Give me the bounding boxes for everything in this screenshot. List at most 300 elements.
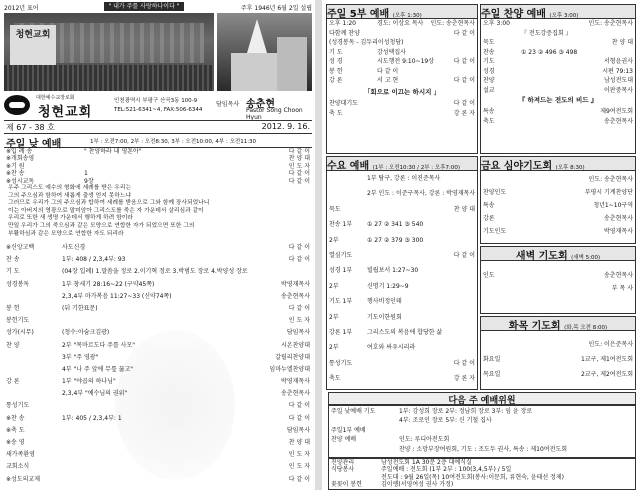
row-content: 주일예배 : 전도회 (1부 2부 : 100(3,4,5부) / 5일 — [381, 466, 512, 474]
row-content: 다 같 이 — [377, 67, 399, 75]
sunday-service-times: 1부 : 오전7:00, 2부 : 오전8:30, 3부 : 오전10:00, 4부 : 오전11:30 — [90, 139, 257, 145]
row-label: 봉 헌 — [6, 304, 20, 312]
row-label: ※개회송영 — [6, 155, 35, 163]
praise-service-rows — [481, 19, 635, 95]
wednesday-service-title: 수요 예배 — [327, 161, 370, 172]
tuethu-prayer-title: 화목 기도회 — [508, 321, 561, 332]
church-phone: TEL:521-6341~4, FAX:506-6344 — [114, 107, 203, 113]
row-label: 2부 — [329, 313, 339, 321]
row-label: 목요일 — [483, 371, 501, 378]
row-leader: 인 도 자 — [288, 451, 310, 459]
order-row — [481, 199, 635, 212]
order-row — [4, 279, 312, 291]
row-content: 『 전도강증집회 』 — [521, 29, 572, 37]
fifth-service-time: (오후 1:30) — [392, 13, 422, 19]
row-leader: 다 같 이 — [453, 29, 475, 37]
order-row — [4, 352, 312, 364]
row-label: ※축 도 — [6, 426, 25, 434]
row-label: 강 론 — [329, 77, 343, 84]
row-label: 묵도 — [329, 205, 341, 213]
praise-service-time: (오후 3:00) — [549, 13, 579, 19]
order-row — [327, 57, 477, 67]
order-row — [4, 291, 312, 303]
fifth-service-header — [327, 5, 477, 19]
order-row — [327, 171, 477, 186]
praise-service-rows-2 — [481, 107, 635, 126]
row-label: 2부 — [329, 344, 339, 352]
left-page — [0, 0, 315, 490]
row-leader: 인도: 이은준목사 — [588, 341, 633, 348]
order-row — [329, 445, 635, 454]
order-row — [327, 29, 477, 39]
order-row — [4, 242, 312, 254]
friday-prayer-rows — [481, 173, 635, 238]
order-row — [4, 364, 312, 376]
row-label: 교회소식 — [6, 463, 30, 471]
order-row — [327, 76, 477, 86]
wednesday-service-header — [327, 157, 477, 171]
order-row — [481, 186, 635, 199]
photo-caption: 청현교회 — [10, 25, 56, 65]
praise-service-banner: 『 하져드는 전도의 비드 』 — [518, 96, 598, 104]
order-row — [4, 254, 312, 266]
order-row — [327, 248, 477, 263]
congregation-shape — [4, 65, 214, 91]
order-row — [327, 186, 477, 201]
row-label: ※성도의교제 — [6, 475, 41, 483]
row-content: 2부 인도 : 이준구목사, 강론 : 박영재목사 — [367, 190, 476, 198]
page-gutter — [315, 0, 322, 490]
row-label: 2부 — [329, 282, 339, 290]
next-week-header: 다음 주 예배위원 — [328, 392, 636, 406]
row-leader: 박영재목사 — [281, 378, 310, 386]
order-row — [327, 202, 477, 217]
praise-service-box — [480, 4, 636, 154]
order-row — [481, 117, 635, 127]
row-content: 서 고 현 — [377, 77, 399, 84]
row-label: ※송 영 — [6, 439, 25, 446]
order-row — [4, 327, 312, 339]
creed-line: 부활하심과 같은 모양으로 연합한 자도 되리라 — [8, 230, 124, 237]
row-content: 1부: 405 / 2,3,4부: 1 — [62, 414, 122, 422]
row-content: 4부: 조로인 장로 5부: 신 기철 집사 — [399, 417, 492, 425]
order-row — [327, 48, 477, 58]
row-leader: 1교구, 제1여전도회 — [580, 356, 633, 363]
row-content: (04장 입례) 1.말씀을 정로 2.이기혁 정로 3.박범도 장로 4.박양성 장로 — [62, 268, 248, 276]
fifth-service-box — [326, 4, 478, 154]
order-row — [327, 279, 477, 294]
row-content: 사도신경 — [62, 244, 86, 251]
issue-number: 제 67 - 38 호 — [6, 123, 55, 132]
order-row — [481, 38, 635, 48]
row-label: 성경 — [483, 67, 495, 75]
row-content: 여호와 싸우시리라 — [367, 344, 416, 352]
order-row — [481, 352, 635, 367]
dawn-prayer-title: 새벽 기도회 — [515, 251, 568, 262]
tuethu-prayer-rows — [481, 337, 635, 382]
pastor-title: 담임목사 — [216, 101, 240, 108]
order-row — [4, 170, 312, 177]
church-emblem-icon — [4, 95, 30, 115]
row-content: 1부: 강성희 장로 2부: 정남희 장로 3부: 임 윤 장로 — [399, 408, 533, 415]
row-label: 찬송 — [483, 48, 495, 56]
wednesday-service-box — [326, 156, 478, 390]
row-content: 3부 "주 영광" — [62, 353, 99, 361]
creed-line: 이는 아버지의 영광으로 말미암아 그리스도를 죽은 자 가운데서 살리심과 같이 — [8, 207, 204, 214]
row-label: 찬 양 — [6, 341, 20, 349]
order-row — [4, 461, 312, 473]
order-row — [481, 48, 635, 58]
row-leader: 다 같 이 — [453, 58, 475, 65]
tuethu-prayer-header — [481, 317, 635, 331]
row-label: 오후 3:00 — [483, 20, 510, 27]
row-leader: 갈릴리찬양대 — [275, 353, 310, 361]
row-content: 경도: 이상요 목사 — [377, 20, 424, 27]
row-leader: 제9여전도회 — [600, 108, 633, 115]
order-row — [329, 416, 635, 425]
row-label: 오후 1:20 — [329, 20, 356, 27]
friday-prayer-title: 금요 심야기도회 — [481, 161, 553, 172]
order-row — [4, 400, 312, 412]
issue-date: 2012. 9. 16. — [261, 122, 310, 131]
row-label: 성경 1부 — [329, 267, 353, 275]
row-label: 인도 — [483, 272, 495, 279]
order-row — [481, 269, 635, 282]
issue-bar — [4, 120, 312, 134]
order-row — [4, 266, 312, 278]
row-leader: 인 도 자 — [288, 317, 310, 325]
row-content: ① 27 ② 379 ③ 300 — [367, 236, 424, 244]
row-label: 식당봉사 — [331, 466, 355, 474]
order-row — [327, 19, 477, 29]
row-content: (청수:아숨크김광) — [62, 329, 110, 337]
row-content: 1부 창세기 28:16~22 (구약45쪽) — [62, 280, 155, 288]
row-label: ※찬 송 — [6, 414, 25, 422]
row-content: 강성택집사 — [377, 48, 406, 56]
fifth-service-rows-2 — [327, 99, 477, 118]
row-label: 찬송 1부 — [329, 221, 353, 229]
row-label: ※입 례 송 — [6, 148, 33, 155]
next-week-box — [328, 404, 636, 458]
row-label: 기 도 — [329, 48, 343, 56]
row-leader: 인도: 송춘현목사 — [430, 20, 475, 27]
order-row — [327, 356, 477, 371]
row-leader: 담임목사 — [286, 329, 310, 337]
order-row — [327, 340, 477, 355]
row-content: 1부 "야곱의 하나님" — [62, 378, 116, 386]
row-leader: 인도: 송춘현목사 — [588, 20, 633, 27]
row-label: ※기 원 — [6, 162, 25, 170]
sunday-service-header — [4, 135, 312, 148]
row-label: 찬양인도 — [483, 189, 507, 196]
order-row — [481, 57, 635, 67]
row-leader: 인도: 송춘현목사 — [588, 176, 633, 183]
row-label: 기 도 — [6, 268, 20, 276]
row-leader: 청년1~10구역 — [593, 202, 633, 209]
row-leader: 시편 79:13 — [602, 67, 633, 75]
row-leader: 이판중목사 — [604, 86, 633, 94]
row-label: 성경봉독 — [6, 280, 30, 288]
row-leader: 다 같 이 — [288, 475, 310, 483]
order-row — [4, 163, 312, 170]
row-label: 2부 — [329, 236, 339, 244]
row-leader: 강 론 자 — [453, 375, 475, 383]
order-row — [327, 325, 477, 340]
row-content: 1 — [84, 170, 88, 178]
order-row — [327, 109, 477, 119]
order-row — [329, 407, 635, 416]
row-label: 축도 — [483, 117, 495, 125]
row-leader: 담임목사 — [286, 426, 310, 434]
row-label: ※찬 송 — [6, 170, 25, 178]
order-row — [481, 212, 635, 225]
order-row — [4, 148, 312, 155]
row-label: 기도인도 — [483, 228, 507, 235]
row-content: 9장 — [84, 177, 94, 185]
friday-prayer-header — [481, 157, 635, 171]
row-content: 김이랭(서영여성 권사 가정) — [381, 481, 454, 489]
row-content: 전도대 : 9월 26일(목) 10여전도회(봉사:이문희, 류현숙, 윤태선 정제) — [381, 473, 564, 481]
row-leader: 다 같 이 — [288, 148, 310, 155]
sunday-service-title: 주일 낮 예배 — [6, 139, 62, 150]
service-duty-rows — [329, 459, 635, 489]
creed-line: 우리로 또한 새 생명 가운데서 행하게 하려 함이라 — [8, 215, 133, 222]
row-label: 봉헌기도 — [6, 317, 30, 325]
creed-line: 만일 우리가 그의 죽으심과 같은 모양으로 연합한 자가 되었으면 또한 그의 — [8, 222, 195, 229]
fifth-service-rows — [327, 19, 477, 86]
church-address: 인천광역시 부평구 산곡3동 100-9 — [114, 98, 198, 104]
wednesday-service-time: (1부 : 오전10:30 / 2부 : 오후7:00) — [372, 165, 461, 171]
row-leader: 다 같 이 — [288, 256, 310, 264]
row-label: 주일1부 예배 — [331, 426, 366, 434]
order-row — [481, 173, 635, 186]
row-label: 화요일 — [483, 356, 501, 363]
row-content: " 찬양하라 내 영혼아" — [84, 148, 142, 155]
row-label: 친양관리 — [331, 459, 355, 466]
fifth-service-title: 주일 5부 예배 — [327, 9, 390, 20]
row-label: 열심기도 — [329, 251, 353, 259]
row-label: 특송 — [483, 108, 495, 115]
row-leader: 남성전도대 — [604, 77, 633, 84]
row-label: 축 도 — [329, 109, 343, 117]
service-duty-box — [328, 458, 636, 490]
order-row — [327, 371, 477, 386]
dawn-prayer-header — [481, 247, 635, 261]
row-leader: 다 같 이 — [288, 414, 310, 422]
row-leader: 부 목 사 — [611, 285, 633, 292]
friday-prayer-time: (오후 8:30) — [555, 165, 585, 171]
row-label: 봉 헌 — [329, 67, 343, 75]
row-label: 다함께 찬양 — [329, 29, 360, 37]
row-label: 성 경 — [329, 58, 343, 65]
row-content: ① 23 ② 496 ③ 498 — [521, 48, 578, 56]
row-label: 찬양대기도 — [329, 100, 358, 107]
row-leader: 송춘현목사 — [604, 117, 633, 125]
order-row — [327, 233, 477, 248]
denomination: 대한예수교장로회 — [36, 95, 75, 101]
row-label: 설교 — [483, 86, 495, 94]
row-content: 남성전도회 1A 30분 2층 대예식실 — [381, 459, 472, 466]
row-label: 찬양 — [483, 77, 495, 84]
order-row — [4, 340, 312, 352]
row-leader: 다 같 이 — [453, 251, 475, 259]
row-content: 기도이한원회 — [367, 313, 402, 321]
row-leader: 다 같 이 — [453, 359, 475, 367]
next-week-rows — [329, 407, 635, 454]
row-content: 신명기 1:29~9 — [367, 282, 409, 290]
row-content: 4부 "나 주 앞에 무릎 꿇고" — [62, 365, 134, 373]
order-row — [4, 388, 312, 400]
row-label: 강론 1부 — [329, 328, 353, 336]
row-leader: 송춘현목사 — [281, 390, 310, 398]
dawn-prayer-time: (새벽 5:00) — [571, 255, 601, 261]
church-name: 청현교회 — [38, 105, 93, 120]
row-label: ※성시교독 — [6, 177, 35, 185]
order-row — [329, 474, 635, 481]
order-row — [481, 86, 635, 96]
responsive-reading — [4, 185, 312, 240]
church-building-photo — [217, 13, 312, 91]
order-row — [329, 466, 635, 473]
row-leader: 임마누엘찬양대 — [269, 365, 310, 373]
row-leader: 인 도 자 — [288, 463, 310, 471]
order-row — [481, 107, 635, 117]
sunday-order-bottom — [4, 242, 312, 486]
row-leader: 다 같 이 — [453, 77, 475, 84]
tower-shape — [277, 37, 307, 91]
row-leader: 다 같 이 — [288, 402, 310, 410]
row-leader: 송춘현목사 — [604, 215, 633, 222]
friday-prayer-box — [480, 156, 636, 244]
row-leader: 다 같 이 — [288, 170, 310, 178]
row-content: 2,3,4부 마가복음 11:27~33 (신약74쪽) — [62, 292, 172, 300]
row-leader: 서형윤권사 — [604, 58, 633, 65]
order-row — [4, 425, 312, 437]
order-row — [481, 225, 635, 238]
row-label: 새가족환영 — [6, 451, 35, 459]
order-row — [481, 76, 635, 86]
row-content: 빌립보서 1:27~30 — [367, 267, 419, 275]
row-label: 주일 낮예배 기도 — [331, 408, 376, 415]
row-content: 시도행전 9:10~19상 — [377, 58, 435, 65]
row-label: 통성기도 — [329, 359, 353, 367]
order-row — [481, 367, 635, 382]
order-row — [327, 294, 477, 309]
row-leader: 찬 양 대 — [453, 205, 475, 213]
row-label: 강 론 — [6, 378, 20, 386]
praise-service-header — [481, 5, 635, 19]
creed-line: 우주 그리스도 예수의 형화에 세례를 받은 우리는 — [8, 185, 132, 191]
order-row — [4, 449, 312, 461]
row-label: 기도 — [483, 58, 495, 65]
order-row — [4, 413, 312, 425]
order-row — [329, 426, 635, 435]
row-content: (뒤 기한표문) — [62, 304, 98, 312]
row-label: 찬양 예배 — [331, 436, 357, 444]
order-row — [327, 310, 477, 325]
row-content: 그리스도의 복음에 합당한 삶 — [367, 328, 443, 336]
row-leader: 시온찬양대 — [281, 341, 310, 349]
established-date: 주후 1946년 6월 2일 설립 — [240, 5, 312, 12]
sunday-order-top — [4, 148, 312, 185]
row-content: 2부 "목마르도다 주를 사모" — [62, 341, 136, 349]
row-leader: 인 도 자 — [288, 162, 310, 170]
row-label: 찬 송 — [6, 256, 20, 264]
row-content: 2,3,4부 "예수님의 권위" — [62, 390, 128, 398]
row-leader: 찬 양 대 — [288, 155, 310, 163]
row-label: ※신앙고백 — [6, 244, 35, 251]
steeple-shape — [247, 19, 267, 53]
row-leader: 찬 양 대 — [288, 439, 310, 446]
praise-service-title: 주일 찬양 예배 — [481, 9, 546, 20]
order-row — [481, 67, 635, 77]
row-leader: 박영재목사 — [604, 228, 633, 235]
row-content: 1부: 408 / 2,3,4부: 93 — [62, 256, 126, 264]
row-leader: 박영재목사 — [281, 280, 310, 288]
dawn-prayer-box — [480, 246, 636, 314]
row-leader: 부평시 기계찬양단 — [584, 189, 633, 196]
row-label: 기도 1부 — [329, 298, 353, 306]
order-row — [327, 67, 477, 77]
order-row — [4, 474, 312, 486]
order-row — [481, 19, 635, 29]
row-label: 축도 — [329, 375, 341, 383]
row-label: (성경봉독 - 김두리이성청담) — [329, 39, 404, 46]
row-leader: 다 같 이 — [453, 100, 475, 107]
row-label: 묵도 — [483, 39, 495, 46]
order-row — [329, 481, 635, 488]
fifth-service-banner: 「회으로 이끄는 하시지 」 — [363, 88, 441, 96]
row-label: 통성기도 — [6, 402, 30, 410]
row-leader: 다 같 이 — [288, 304, 310, 312]
church-info — [4, 93, 312, 121]
pastor-name-en: Pastor Song Choon Hyun — [246, 107, 303, 121]
row-leader: 2교구, 제2여전도회 — [580, 371, 633, 378]
row-content: 행사비정인태 — [367, 298, 402, 306]
order-row — [327, 217, 477, 232]
row-label: 성가(시무) — [6, 329, 34, 337]
order-row — [4, 437, 312, 449]
row-content: 찬양 : 소망부장여원회, 기도 : 조도두 권사, 특송 : 제10여전도회 — [399, 445, 567, 453]
order-row — [329, 435, 635, 444]
order-row — [327, 263, 477, 278]
order-row — [4, 315, 312, 327]
wednesday-service-rows — [327, 171, 477, 386]
order-row — [4, 178, 312, 185]
row-content: ① 27 ② 341 ③ 540 — [367, 221, 424, 229]
row-leader: 다 같 이 — [288, 177, 310, 185]
order-row — [327, 99, 477, 109]
year-motto: " 내가 주를 사랑하나이다 " — [104, 2, 184, 11]
row-leader: 다 같 이 — [288, 244, 310, 251]
order-row — [481, 282, 635, 295]
row-label: 강론 — [483, 215, 495, 222]
order-row — [327, 38, 477, 48]
order-row — [4, 303, 312, 315]
creed-line: 그의 주으심과 함하여 새롭게 출생 얻지 못하느냐 — [8, 192, 132, 199]
order-row — [4, 376, 312, 388]
row-leader: 찬 양 대 — [611, 39, 633, 46]
order-row — [481, 337, 635, 352]
row-content: 인도: 루디아전도회 — [399, 436, 450, 444]
order-row — [4, 155, 312, 162]
row-leader: 송춘현목사 — [604, 272, 633, 279]
row-leader: 강 론 자 — [453, 109, 475, 117]
pastor-name: 송춘현 — [246, 99, 275, 110]
masthead-topbar — [4, 2, 312, 12]
sanctuary-photo — [4, 13, 214, 91]
row-label: 특송 — [483, 202, 495, 209]
